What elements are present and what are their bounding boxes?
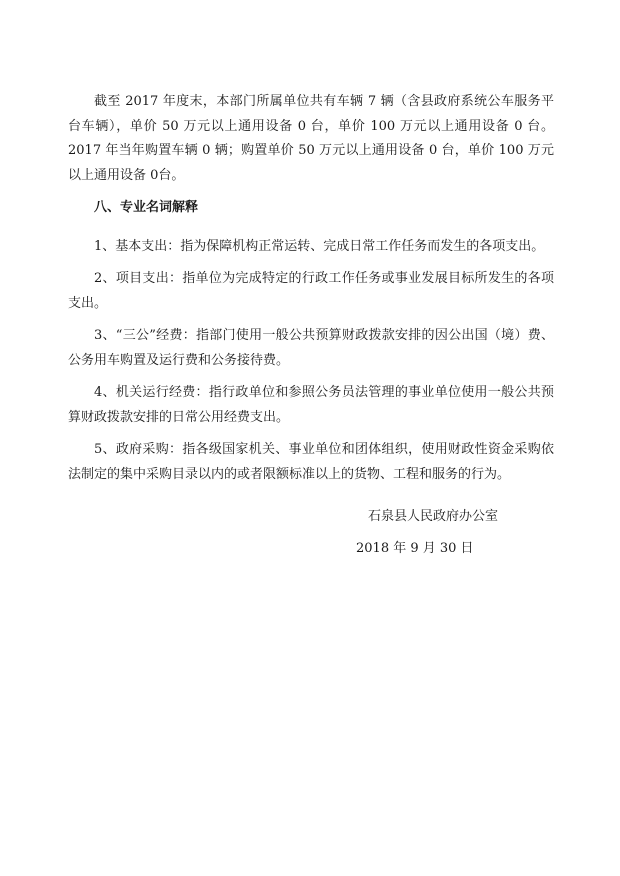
definition-three-public-funds: 3、“三公”经费：指部门使用一般公共预算财政拨款安排的因公出国（境）费、公务用车购置及运行费和公务接待费。 [68,328,554,368]
definition-government-procurement: 5、政府采购：指各级国家机关、事业单位和团体组织，使用财政性资金采购依法制定的集中采购目录以内的或者限额标准以上的货物、工程和服务的行为。 [68,442,554,482]
definition-basic-expenditure: 1、基本支出：指为保障机构正常运转、完成日常工作任务而发生的各项支出。 [94,238,545,254]
section-heading: 八、专业名词解释 [94,200,199,215]
document-body [68,90,554,495]
vehicle-assets-paragraph: 截至 2017 年度末，本部门所属单位共有车辆 7 辆（含县政府系统公车服务平台车辆），单价 50 万元以上通用设备 0 台，单价 100 万元以上通用设备 0 台。2017 年当年购置车辆 0 辆；购置单价 50 万元以上通用设备 0 台，单价 100 万元以上通用设备 0台。 [68,94,554,183]
signature-organization: 石泉县人民政府办公室 [368,509,499,524]
signature-date: 2018 年 9 月 30 日 [356,541,474,556]
definition-operating-funds: 4、机关运行经费：指行政单位和参照公务员法管理的事业单位使用一般公共预算财政拨款安排的日常公用经费支出。 [68,385,554,425]
definition-project-expenditure: 2、项目支出：指单位为完成特定的行政工作任务或事业发展目标所发生的各项支出。 [68,271,554,311]
